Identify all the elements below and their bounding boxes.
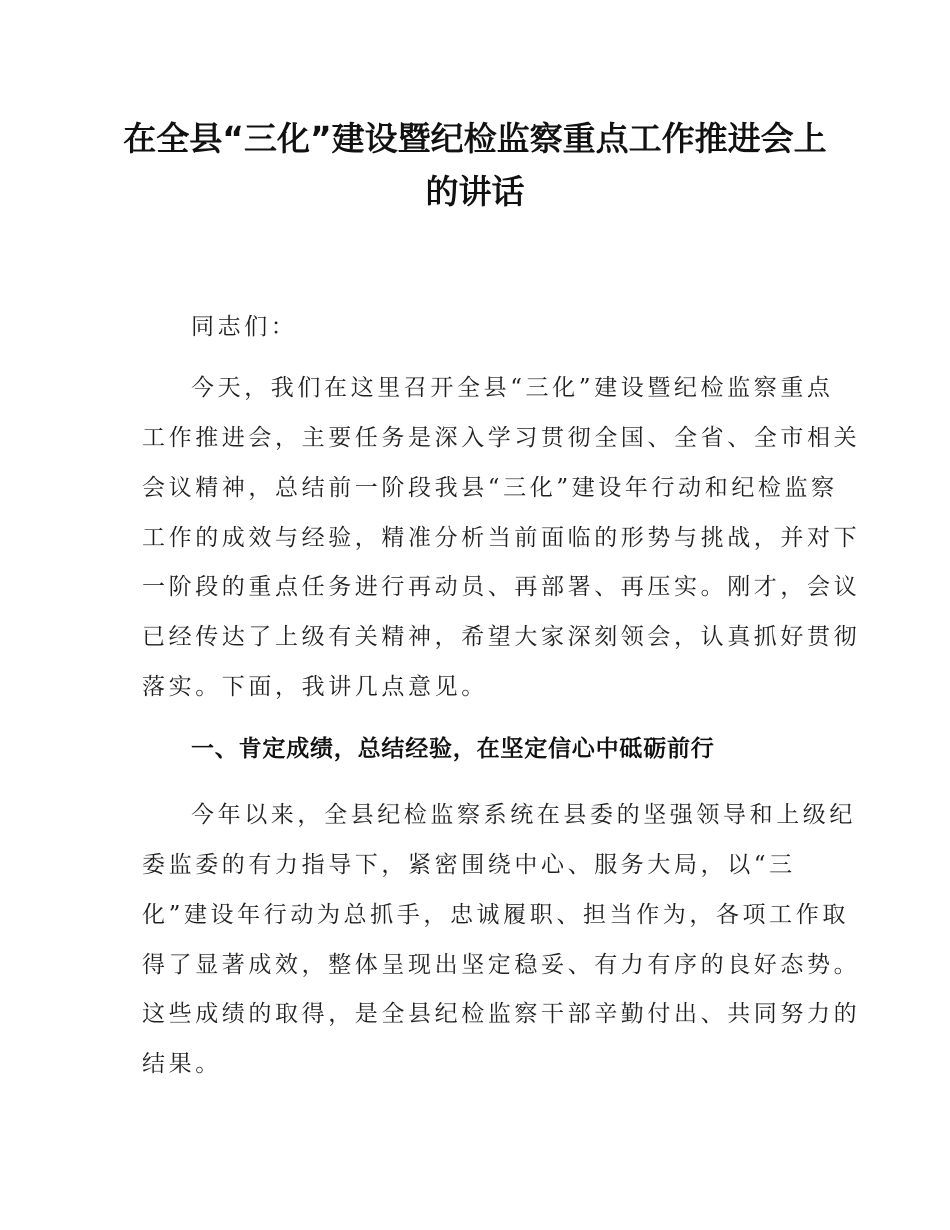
section-1-line-5: 这些成绩的取得，是全县纪检监察干部辛勤付出、共同努力的: [142, 1001, 861, 1027]
section-1-line-1: 今年以来，全县纪检监察系统在县委的坚强领导和上级纪: [191, 802, 856, 828]
section-1-line-4: 得了显著成效，整体呈现出坚定稳妥、有力有序的良好态势。: [142, 952, 861, 978]
intro-line-7: 落实。下面，我讲几点意见。: [142, 674, 488, 700]
section-1-line-2: 委监委的有力指导下，紧密围绕中心、服务大局，以“三: [142, 852, 796, 878]
intro-line-6: 已经传达了上级有关精神，希望大家深刻领会，认真抓好贯彻: [142, 624, 861, 650]
section-1-line-6: 结果。: [142, 1051, 222, 1077]
document-title: 在全县“三化”建设暨纪检监察重点工作推进会上的讲话: [123, 119, 827, 211]
intro-line-2: 工作推进会，主要任务是深入学习贯彻全国、全省、全市相关: [142, 425, 861, 451]
intro-line-1: 今天，我们在这里召开全县“三化”建设暨纪检监察重点: [191, 375, 834, 401]
section-1-line-3: 化”建设年行动为总抓手，忠诚履职、担当作为，各项工作取: [142, 902, 849, 928]
intro-line-4: 工作的成效与经验，精准分析当前面临的形势与挑战，并对下: [142, 525, 861, 551]
intro-line-3: 会议精神，总结前一阶段我县“三化”建设年行动和纪检监察: [142, 475, 838, 501]
intro-line-5: 一阶段的重点任务进行再动员、再部署、再压实。刚才，会议: [142, 574, 861, 600]
salutation: 同志们：: [191, 314, 298, 340]
section-1-heading: 一、肯定成绩，总结经验，在坚定信心中砥砺前行: [191, 736, 715, 762]
